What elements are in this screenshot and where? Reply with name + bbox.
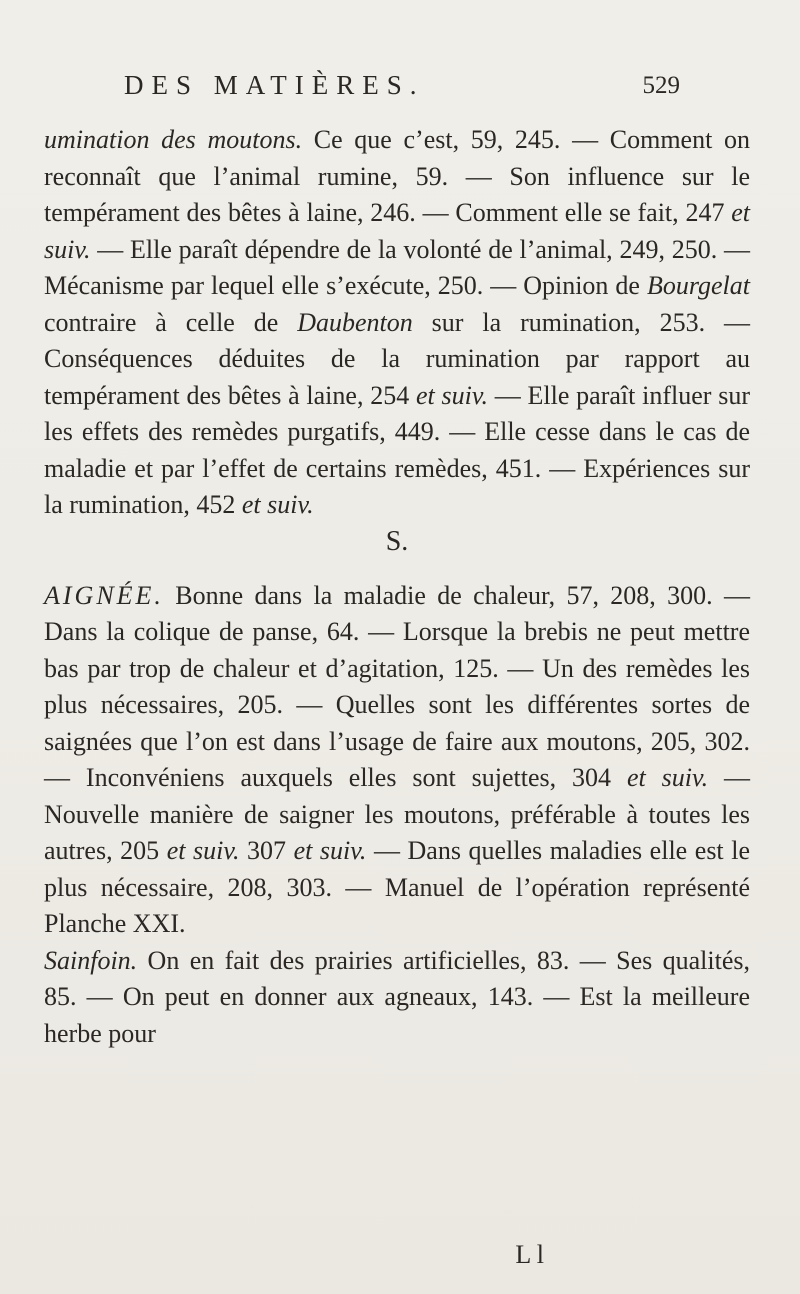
index-entry-saignee — [44, 578, 750, 943]
entry-text: On en fait des prairies artificielles, 83. — Ses qualités, 85. — On peut en donner aux agneaux, 143. — Est la meilleure herbe pour — [44, 945, 750, 1048]
page-number: 529 — [642, 72, 680, 99]
entry-text: — Elle paraît influer sur les effets des remèdes purgatifs, 449. — Elle cesse dans le cas de maladie et par l’effet de certains remèdes, 451. — Expériences sur la rumination, 452 — [44, 380, 750, 519]
entry-suiv: et suiv. — [626, 763, 709, 792]
entry-text: — Dans quelles maladies elle est le plus nécessaire, 208, 303. — Manuel de l’opération représenté Planche XXI. — [44, 836, 750, 938]
entry-suiv: et suiv. — [416, 380, 488, 410]
author-name: Daubenton — [297, 307, 413, 337]
entry-headword: umination des moutons. — [44, 125, 303, 154]
catchword: L l — [515, 1240, 544, 1269]
section-letter: S. — [385, 525, 409, 557]
entry-suiv: et suiv. — [166, 836, 240, 865]
running-title: DES MATIÈRES. — [124, 70, 425, 100]
entry-suiv: et suiv. — [44, 198, 750, 264]
entry-text: Bonne dans la maladie de chaleur, 57, 208, 300. — Dans la colique de panse, 64. — Lorsque la brebis ne peut mettre bas par trop de chaleur et d’agitation, 125. — Un des remèdes les plus nécessaires, 205. — Quelles sont les différentes sortes de saignées que l’on est dans l’usage de faire aux moutons, 205, 302.— Inconvéniens auxquels elles sont sujettes, 304 — [44, 580, 750, 792]
entry-text: sur la rumination, 253. — Conséquences déduites de la rumination par rapport au tempérament des bêtes à laine, 254 — [44, 307, 750, 410]
entry-suiv: et suiv. — [241, 490, 314, 519]
entry-headword: Sainfoin. — [44, 945, 138, 975]
running-head — [44, 70, 750, 114]
index-entry-rumination — [44, 122, 750, 524]
entry-text: Ce que c’est, 59, 245. — Comment on reconnaît que l’animal rumine, 59. — Son influence sur le tempérament des bêtes à laine, 246. — Comment elle se fait, 247 — [44, 125, 750, 227]
entry-text: — Nouvelle manière de saigner les moutons, préférable à toutes les autres, 205 — [44, 763, 750, 865]
entry-text: — Elle paraît dépendre de la volonté de l’animal, 249, 250. — Mécanisme par lequel elle s’exécute, 250. — Opinion de — [44, 234, 750, 300]
author-name: Bourgelat — [646, 271, 750, 300]
entry-text: contraire à celle de — [44, 307, 298, 337]
index-entry-sainfoin — [44, 943, 750, 1053]
entry-suiv: et suiv. — [293, 836, 367, 865]
entry-text: 307 — [239, 836, 294, 865]
entry-headword: AIGNÉE. — [44, 580, 164, 610]
